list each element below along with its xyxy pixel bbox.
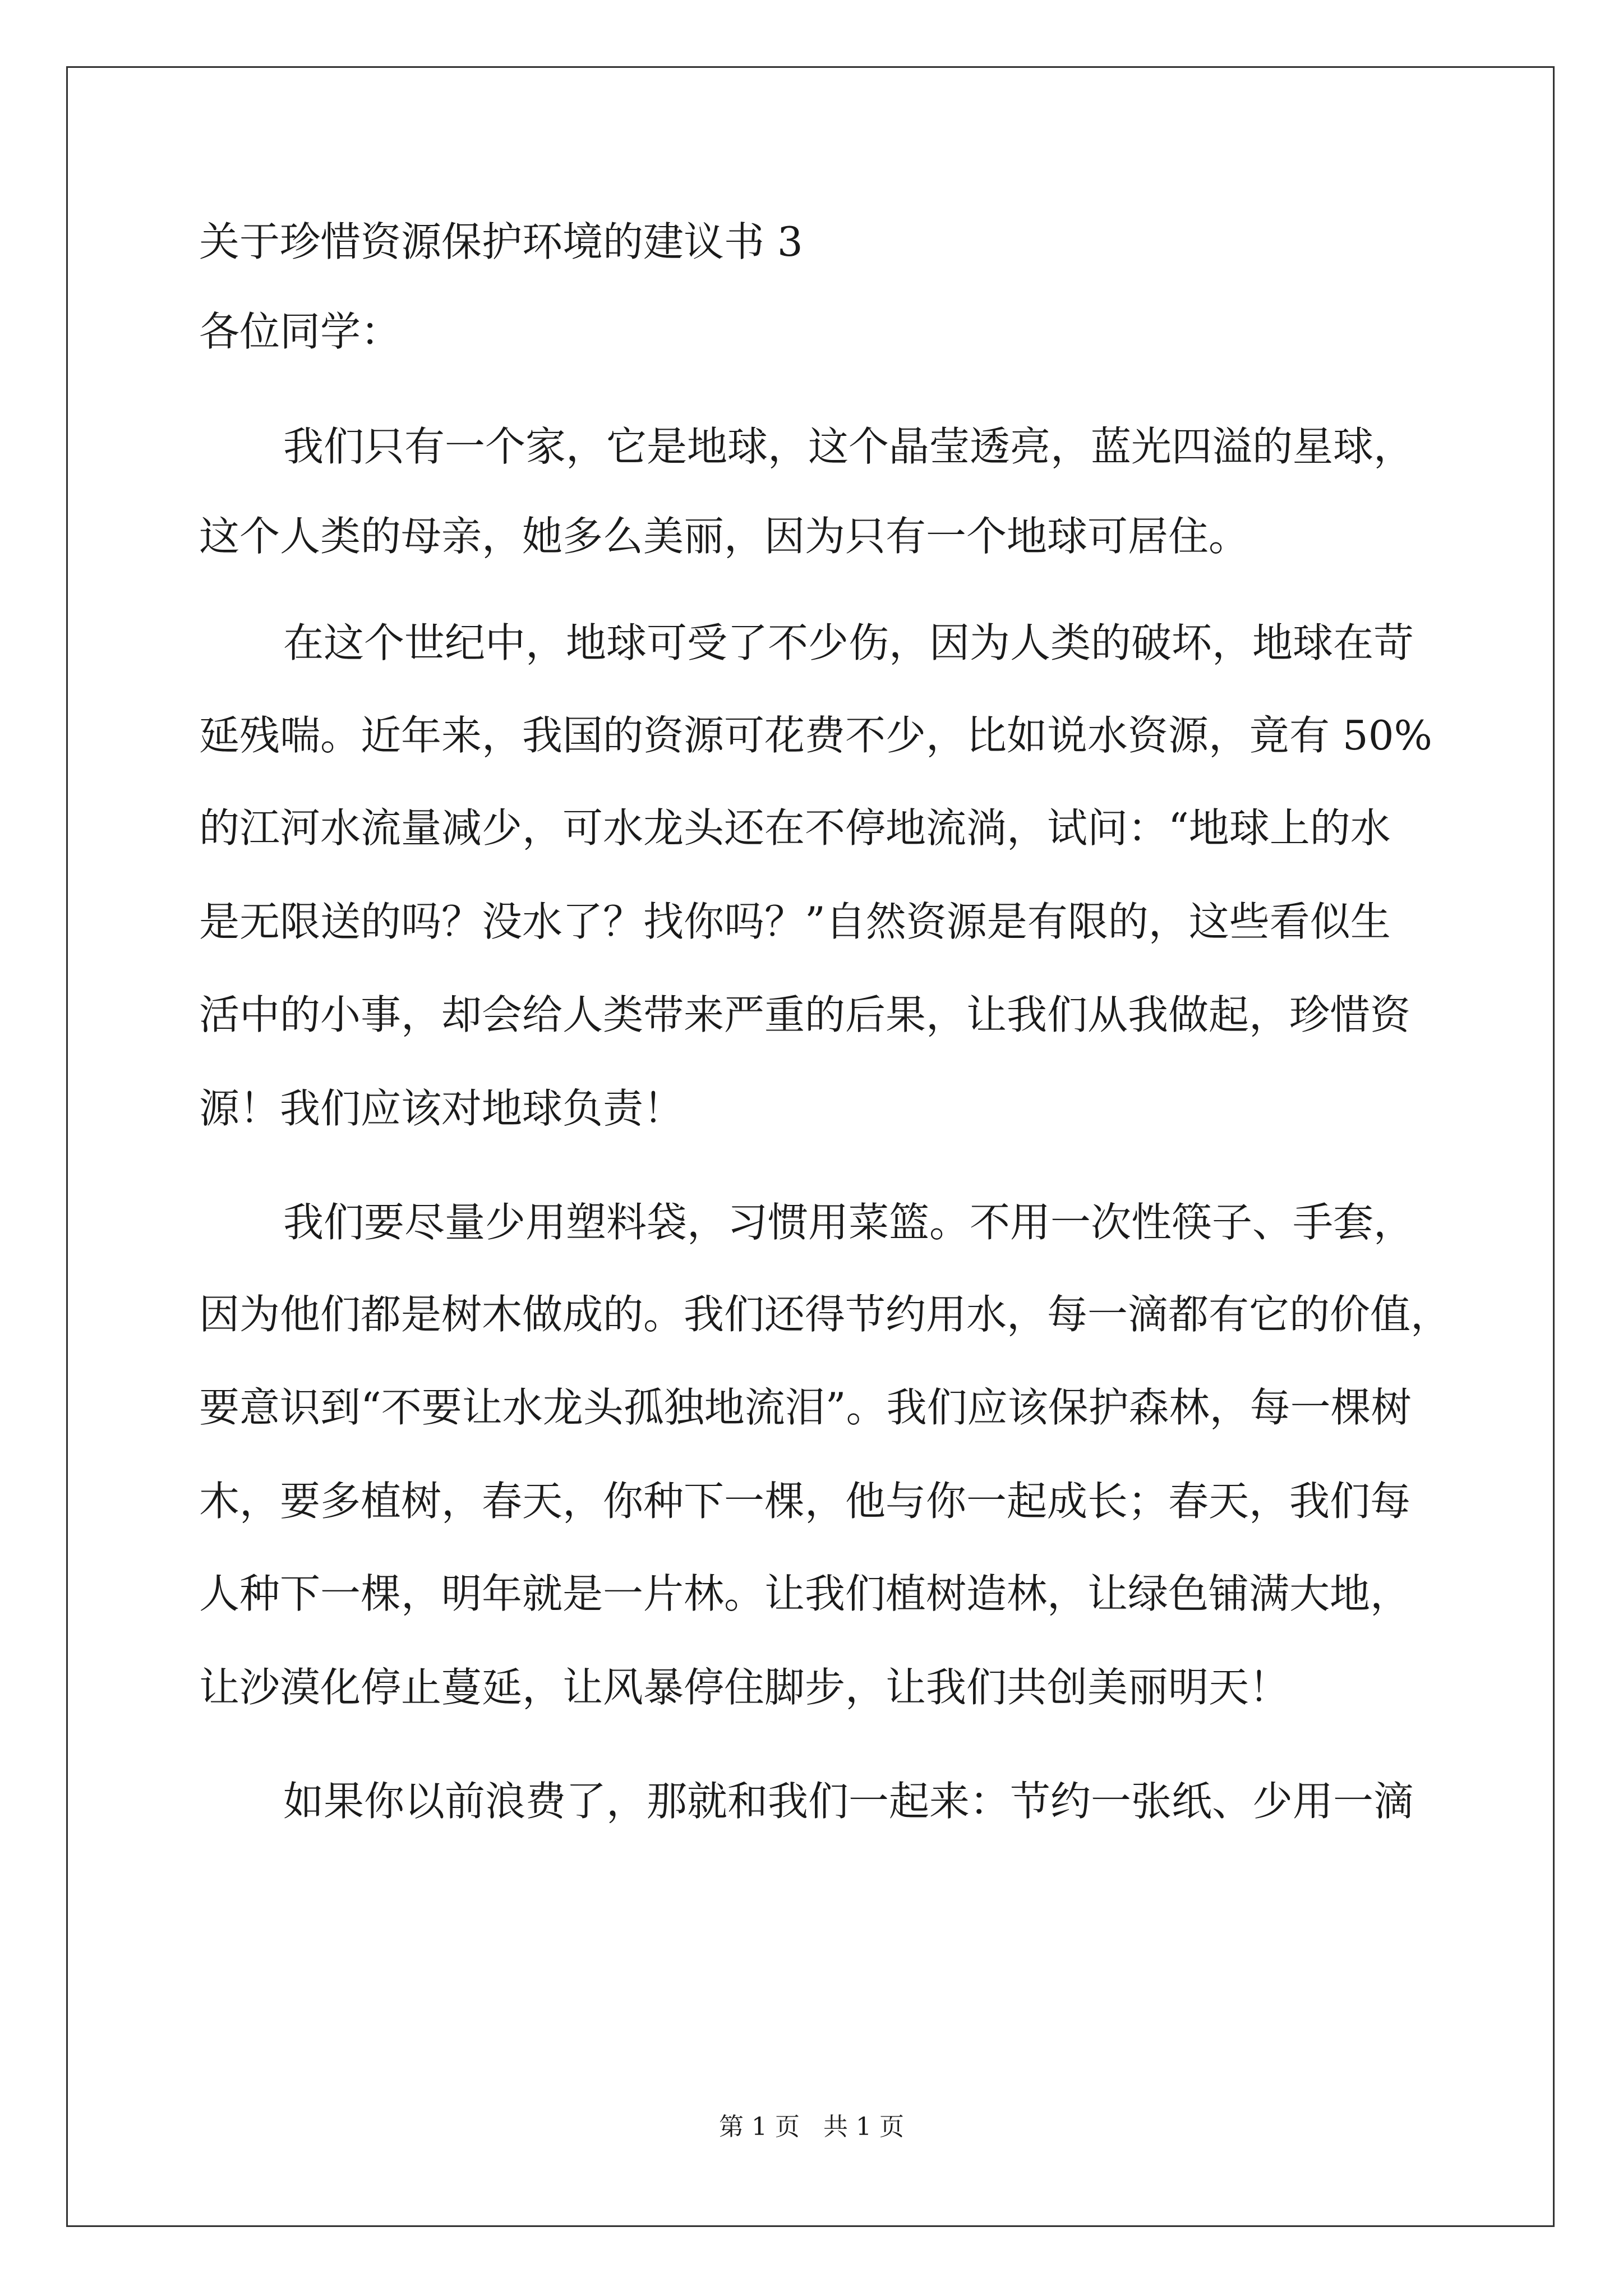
page-border [66,66,1555,2227]
page-footer: 第 1 页 共 1 页 [719,2113,904,2141]
